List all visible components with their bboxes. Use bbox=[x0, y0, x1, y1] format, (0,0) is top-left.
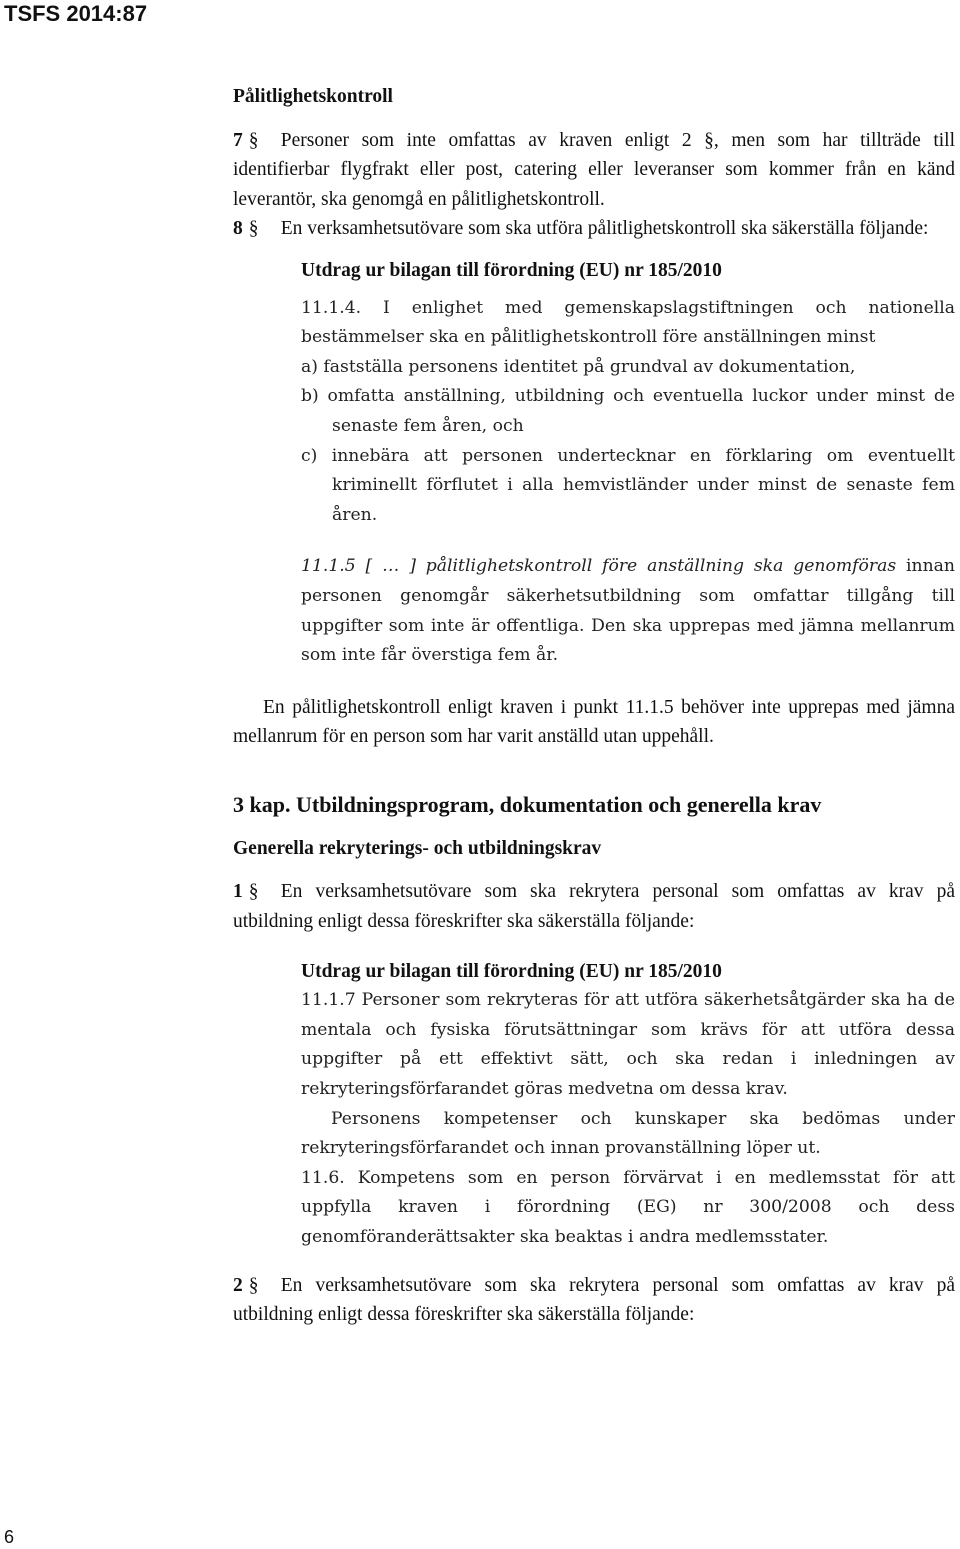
paragraph-number: 8 bbox=[233, 218, 243, 240]
paragraph-text: En verksamhetsutövare som ska rekrytera personal som omfattas av krav på utbildning enligt dessa föreskrifter ska säkerställa följande: bbox=[233, 881, 955, 933]
paragraph-1 bbox=[233, 877, 955, 936]
chapter-title: Utbildningsprogram, dokumentation och generella krav bbox=[295, 791, 822, 817]
paragraph-text: Personer som inte omfattas av kraven enligt 2 §, men som har tillträde till identifierbar flygfrakt eller post, catering eller leveranser som kommer från en känd leverantör, ska genomgå en pålitlighetskontroll. bbox=[233, 129, 955, 210]
excerpt-heading: Utdrag ur bilagan till förordning (EU) nr 185/2010 bbox=[301, 960, 722, 982]
document-id-header: TSFS 2014:87 bbox=[4, 1, 148, 26]
list-item: a) fastställa personens identitet på grundval av dokumentation, bbox=[301, 356, 856, 377]
excerpt-italic-lead: 11.1.5 [ … ] pålitlighetskontroll före anställning ska genomföras bbox=[301, 556, 897, 577]
closing-paragraph: En pålitlighetskontroll enligt kraven i punkt 11.1.5 behöver inte upprepas med jämna mellanrum för en person som har varit anställd utan uppehåll. bbox=[233, 696, 955, 748]
excerpt-heading: Utdrag ur bilagan till förordning (EU) nr 185/2010 bbox=[301, 259, 722, 281]
section-sign: § bbox=[248, 1274, 259, 1296]
chapter-label: 3 kap. bbox=[233, 791, 291, 817]
regulation-excerpt bbox=[301, 957, 955, 1253]
paragraph-number: 1 bbox=[233, 881, 243, 903]
excerpt-text: innan personen genomgår säkerhetsutbildning som omfattar tillgång till uppgifter som inte är offentliga. Den ska upprepas med jämna mellanrum som inte får överstiga fem år. bbox=[301, 556, 955, 666]
paragraph-number: 2 bbox=[233, 1274, 243, 1296]
section-sign: § bbox=[248, 881, 259, 903]
requirement-list bbox=[301, 353, 955, 531]
subsection-heading: Generella rekryterings- och utbildningskrav bbox=[233, 837, 602, 859]
excerpt-paragraph-11-1-7: 11.1.7 Personer som rekryteras för att utföra säkerhetsåtgärder ska ha de mentala och fysiska förutsättningar som krävs för att utföra dessa uppgifter på ett effektivt sätt, och ska redan i inledningen av rekryteringsförfarandet göras medvetna om dessa krav. bbox=[301, 990, 955, 1100]
paragraph-8 bbox=[233, 214, 955, 244]
regulation-excerpt bbox=[301, 256, 955, 671]
paragraph-text: En verksamhetsutövare som ska utföra pålitlighetskontroll ska säkerställa följande: bbox=[280, 218, 929, 240]
section-sign: § bbox=[248, 218, 259, 240]
paragraph-number: 7 bbox=[233, 129, 243, 151]
section-heading: Pålitlighetskontroll bbox=[233, 86, 393, 107]
excerpt-intro: 11.1.4. I enlighet med gemenskapslagstiftningen och nationella bestämmelser ska en pålitlighetskontroll före anställningen minst bbox=[301, 297, 955, 348]
paragraph-2 bbox=[233, 1271, 955, 1330]
section-sign: § bbox=[248, 129, 259, 151]
page-number: 6 bbox=[4, 1527, 15, 1547]
document-body bbox=[233, 82, 955, 1330]
chapter-heading bbox=[233, 790, 955, 820]
paragraph-text: En verksamhetsutövare som ska rekrytera personal som omfattas av krav på utbildning enligt dessa föreskrifter ska säkerställa följande: bbox=[233, 1274, 955, 1326]
excerpt-paragraph-11-1-5 bbox=[301, 552, 955, 670]
paragraph-7 bbox=[233, 126, 955, 215]
list-item: b) omfatta anställning, utbildning och eventuella luckor under minst de senaste fem åren, och bbox=[301, 386, 955, 436]
excerpt-paragraph: Personens kompetenser och kunskaper ska bedömas under rekryteringsförfarandet och innan provanställning löper ut. bbox=[301, 1108, 955, 1159]
list-item: c) innebära att personen undertecknar en förklaring om eventuellt kriminellt förflutet i alla hemvistländer under minst de senaste fem åren. bbox=[301, 445, 955, 525]
excerpt-paragraph-11-6: 11.6. Kompetens som en person förvärvat i en medlemsstat för att uppfylla kraven i förordning (EG) nr 300/2008 och dess genomföranderättsakter ska beaktas i andra medlemsstater. bbox=[301, 1167, 955, 1247]
